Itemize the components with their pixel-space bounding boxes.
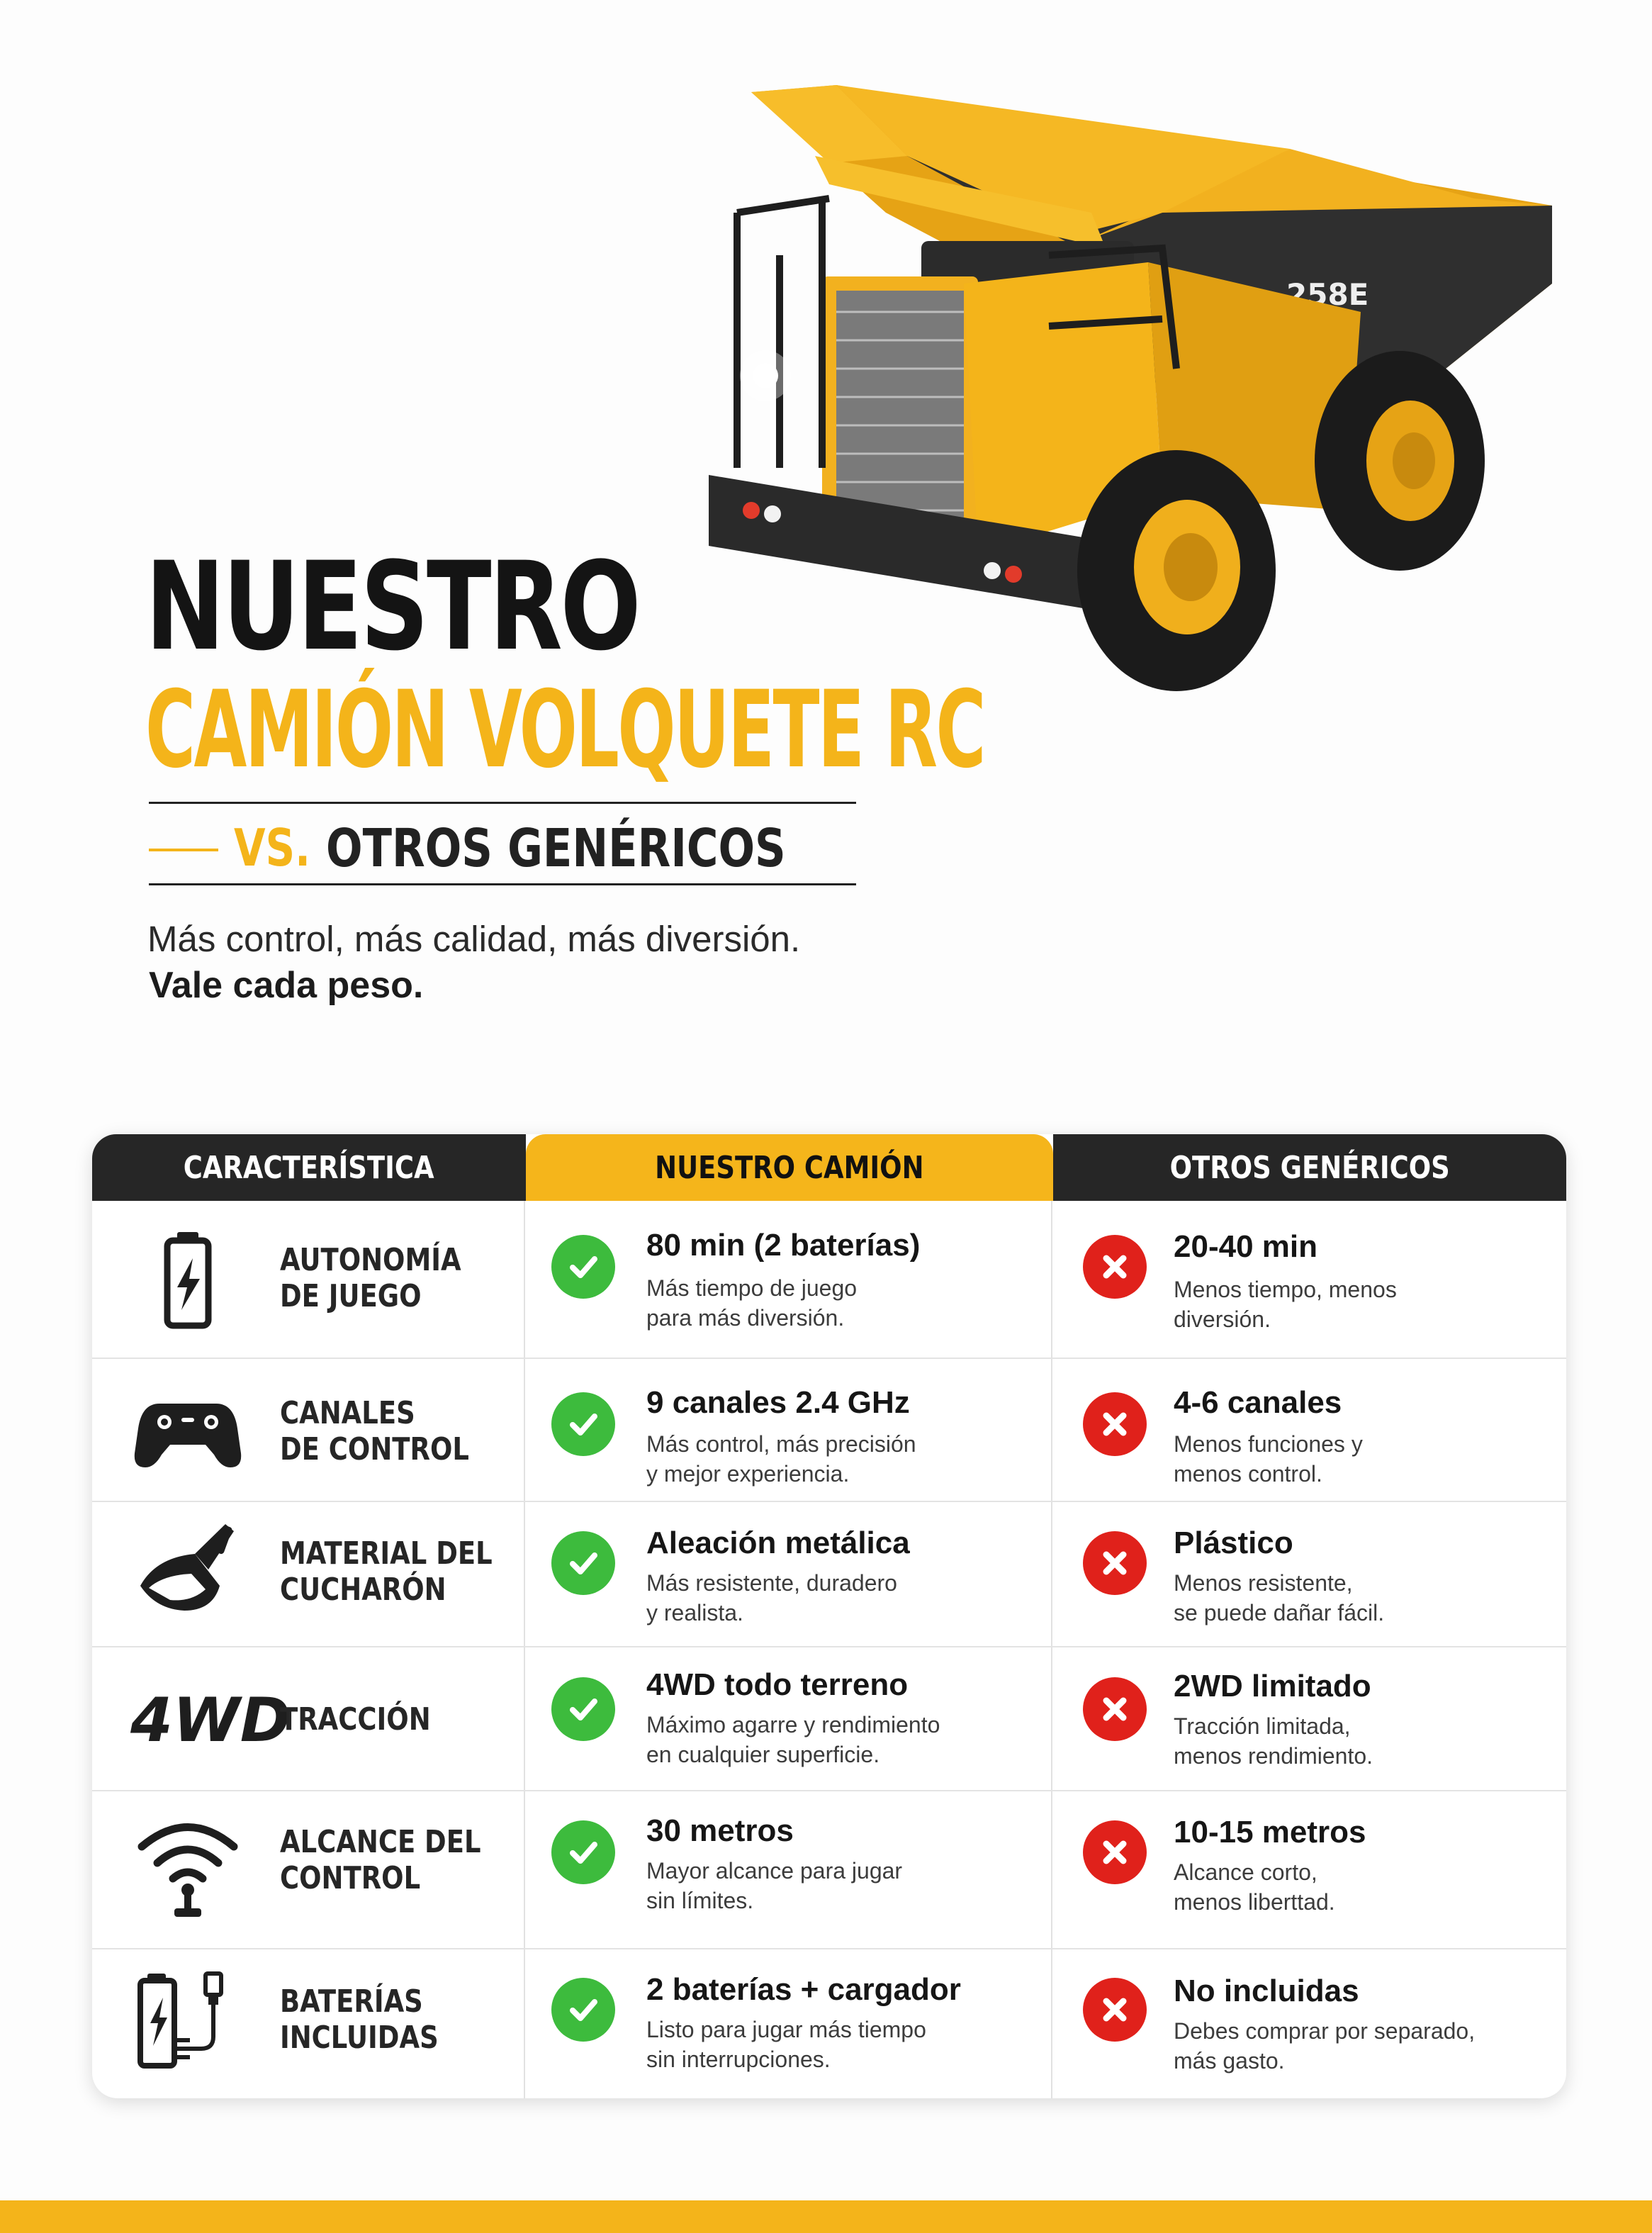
comparison-table: [92, 1134, 1566, 2098]
cross-icon: [1083, 1235, 1147, 1299]
ours-value: 30 metros: [646, 1813, 794, 1848]
feature-label: CANALES: [280, 1395, 415, 1431]
ours-value: 9 canales 2.4 GHz: [646, 1385, 910, 1420]
others-description: más gasto.: [1174, 2048, 1285, 2074]
others-value: 10-15 metros: [1174, 1815, 1366, 1849]
others-description: Debes comprar por separado,: [1174, 2018, 1476, 2044]
ours-description: sin interrupciones.: [646, 2047, 831, 2072]
header-others: OTROS GENÉRICOS: [1053, 1134, 1566, 1201]
others-description: menos rendimiento.: [1174, 1743, 1373, 1769]
header-feature: CARACTERÍSTICA: [92, 1134, 526, 1201]
bucket-icon: [135, 1518, 241, 1625]
ours-description: Más resistente, duradero: [646, 1570, 897, 1596]
vs-text: OTROS GENÉRICOS: [326, 818, 786, 879]
others-description: menos control.: [1174, 1461, 1322, 1487]
feature-label: MATERIAL DEL: [280, 1535, 493, 1572]
ours-description: y realista.: [646, 1600, 743, 1625]
others-description: se puede dañar fácil.: [1174, 1600, 1385, 1625]
column-divider: [1051, 1201, 1052, 2098]
bottom-accent-bar: [0, 2200, 1652, 2233]
bottom-divider: [149, 883, 856, 885]
cross-icon: [1083, 1531, 1147, 1595]
cross-icon: [1083, 1820, 1147, 1884]
battery-icon: [135, 1226, 241, 1333]
hero-title-line2: CAMIÓN VOLQUETE RC: [145, 668, 984, 792]
others-value: 4-6 canales: [1174, 1385, 1342, 1420]
others-value: Plástico: [1174, 1526, 1293, 1560]
feature-label: ALCANCE DEL: [280, 1824, 481, 1860]
row-divider: [92, 1790, 1566, 1791]
ours-description: Más control, más precisión: [646, 1431, 916, 1457]
others-description: Menos funciones y: [1174, 1431, 1363, 1457]
top-divider: [149, 802, 856, 804]
4wd-icon: [128, 1664, 291, 1771]
cross-icon: [1083, 1978, 1147, 2042]
tagline: Más control, más calidad, más diversión.: [147, 919, 801, 959]
others-description: diversión.: [1174, 1306, 1271, 1332]
ours-description: en cualquier superficie.: [646, 1742, 880, 1767]
others-description: Tracción limitada,: [1174, 1713, 1351, 1739]
feature-label: BATERÍAS: [280, 1983, 423, 2020]
others-value: 20-40 min: [1174, 1229, 1317, 1264]
row-divider: [92, 1948, 1566, 1949]
cross-icon: [1083, 1392, 1147, 1456]
ours-description: para más diversión.: [646, 1305, 845, 1331]
feature-label: TRACCIÓN: [280, 1701, 431, 1737]
check-icon: [551, 1677, 615, 1741]
check-icon: [551, 1235, 615, 1299]
column-divider: [524, 1201, 525, 2098]
feature-label: INCLUIDAS: [280, 2020, 439, 2056]
feature-label: CUCHARÓN: [280, 1572, 446, 1608]
others-description: Alcance corto,: [1174, 1859, 1317, 1885]
others-description: menos liberttad.: [1174, 1889, 1335, 1915]
ours-description: Mayor alcance para jugar: [646, 1858, 903, 1884]
ours-description: sin límites.: [646, 1888, 754, 1913]
ours-value: 4WD todo terreno: [646, 1667, 909, 1702]
ours-description: Listo para jugar más tiempo: [646, 2017, 926, 2042]
feature-label: DE JUEGO: [280, 1278, 422, 1314]
check-icon: [551, 1392, 615, 1456]
ours-value: 80 min (2 baterías): [646, 1228, 921, 1263]
feature-label: DE CONTROL: [280, 1431, 469, 1467]
check-icon: [551, 1531, 615, 1595]
ours-value: Aleación metálica: [646, 1526, 910, 1560]
feature-label: CONTROL: [280, 1860, 421, 1896]
wireless-signal-icon: [135, 1815, 241, 1921]
header-ours: NUESTRO CAMIÓN: [526, 1134, 1053, 1201]
ours-value: 2 baterías + cargador: [646, 1972, 961, 2007]
truck-model-label: 258E: [1286, 277, 1369, 312]
feature-label: AUTONOMÍA: [280, 1242, 461, 1278]
tagline-bold: Vale cada peso.: [149, 965, 424, 1006]
ours-description: Máximo agarre y rendimiento: [646, 1712, 940, 1737]
vs-dash: [149, 849, 218, 851]
vs-label: VS.: [234, 818, 310, 878]
others-description: Menos resistente,: [1174, 1570, 1353, 1596]
gamepad-icon: [135, 1375, 241, 1482]
battery-charger-icon: [135, 1969, 241, 2076]
svg-text:4WD: 4WD: [130, 1685, 291, 1756]
row-divider: [92, 1358, 1566, 1359]
ours-description: Más tiempo de juego: [646, 1275, 858, 1301]
row-divider: [92, 1501, 1566, 1502]
dump-truck-image: [652, 71, 1559, 709]
row-divider: [92, 1646, 1566, 1647]
others-description: Menos tiempo, menos: [1174, 1277, 1397, 1302]
others-value: No incluidas: [1174, 1974, 1359, 2008]
check-icon: [551, 1820, 615, 1884]
cross-icon: [1083, 1677, 1147, 1741]
hero-title-line1: NUESTRO: [145, 535, 639, 678]
check-icon: [551, 1978, 615, 2042]
others-value: 2WD limitado: [1174, 1669, 1371, 1703]
ours-description: y mejor experiencia.: [646, 1461, 850, 1487]
